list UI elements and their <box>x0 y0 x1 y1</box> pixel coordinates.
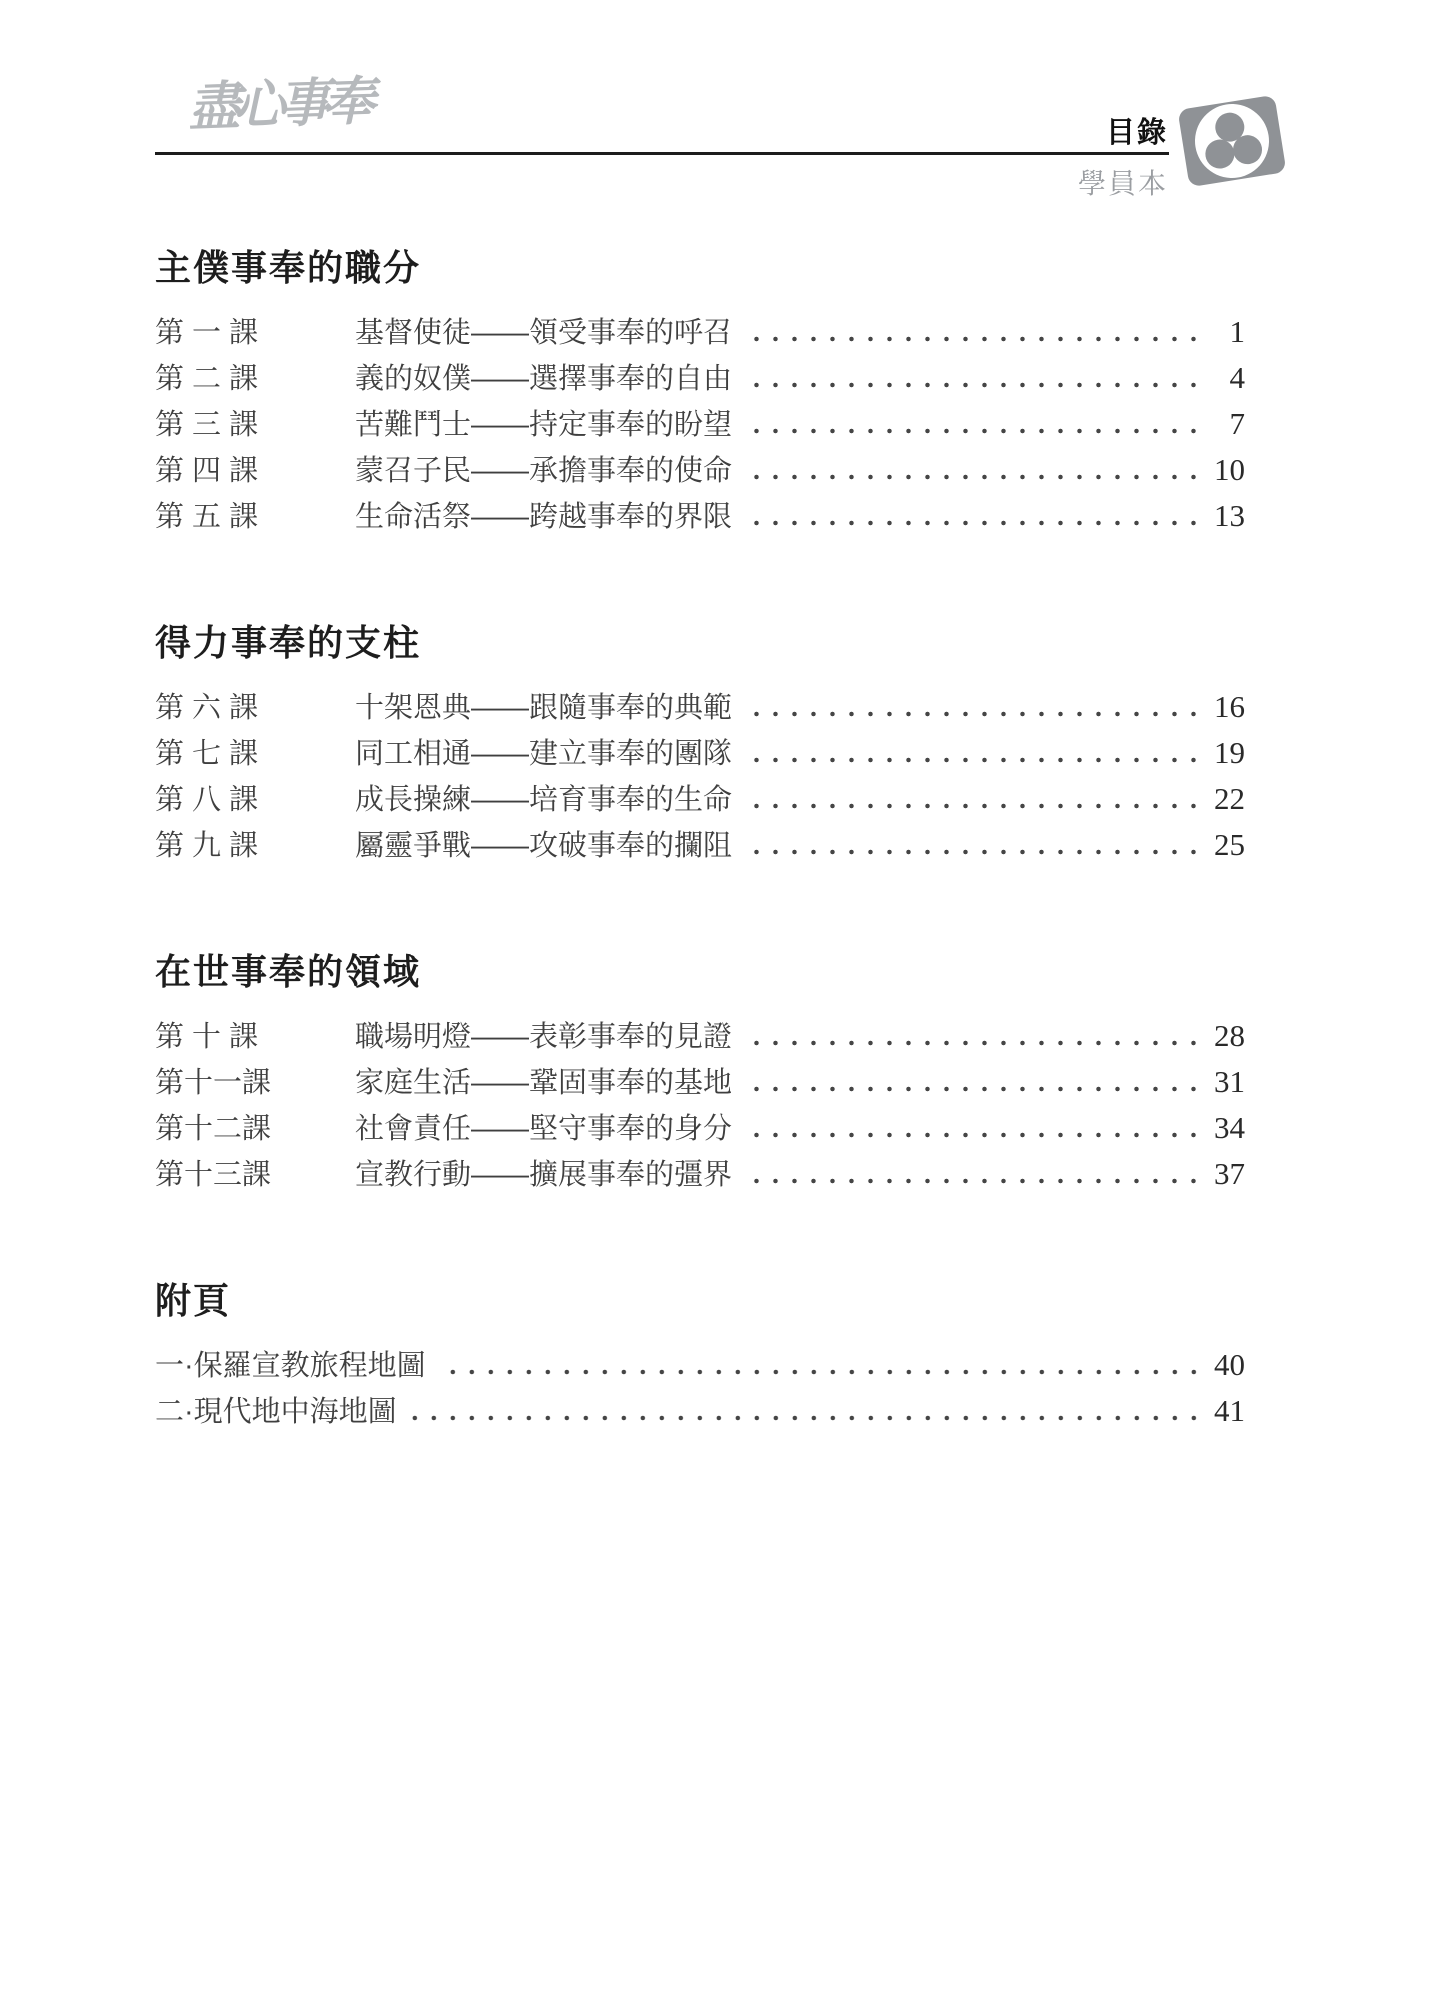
toc-entry[interactable] <box>155 1105 1245 1151</box>
dot-leader <box>746 848 1203 856</box>
dot-leader <box>746 519 1203 527</box>
dot-leader <box>746 381 1203 389</box>
toc-section <box>155 246 1245 539</box>
dot-leader <box>746 1085 1203 1093</box>
lesson-number: 第 一 課 <box>155 317 259 349</box>
page-number: 4 <box>1229 360 1245 395</box>
lesson-number: 第十二課 <box>155 1113 272 1145</box>
toc-entry[interactable] <box>155 1013 1245 1059</box>
lesson-title: 宣教行動——擴展事奉的彊界 <box>355 1159 733 1191</box>
toc-entry[interactable] <box>155 1151 1245 1197</box>
lesson-title: 十架恩典——跟隨事奉的典範 <box>355 692 733 724</box>
edition-label: 學員本 <box>1077 168 1168 199</box>
section-title: 得力事奉的支柱 <box>155 622 422 663</box>
table-of-contents <box>155 224 1245 1434</box>
lesson-number: 第 七 課 <box>155 738 259 770</box>
lesson-number: 第 三 課 <box>155 409 259 441</box>
lesson-title: 生命活祭——跨越事奉的界限 <box>355 501 733 533</box>
toc-entry[interactable] <box>155 1342 1245 1388</box>
toc-entry[interactable] <box>155 493 1245 539</box>
dot-leader <box>746 1177 1203 1185</box>
page-number: 25 <box>1214 827 1245 862</box>
page-number: 37 <box>1214 1156 1245 1191</box>
lesson-number: 第 九 課 <box>155 830 259 862</box>
toc-entry[interactable] <box>155 822 1245 868</box>
section-rows <box>155 684 1245 868</box>
toc-entry[interactable] <box>155 1388 1245 1434</box>
dot-leader <box>746 802 1203 810</box>
page-number: 28 <box>1214 1018 1245 1053</box>
section-rows <box>155 1342 1245 1434</box>
toc-entry[interactable] <box>155 355 1245 401</box>
lesson-title: 職場明燈——表彰事奉的見證 <box>355 1021 733 1053</box>
header-rule <box>155 152 1169 155</box>
toc-section <box>155 1279 1245 1434</box>
toc-section <box>155 950 1245 1197</box>
lesson-title: 義的奴僕——選擇事奉的自由 <box>355 363 733 395</box>
page-number: 10 <box>1214 452 1245 487</box>
lesson-title: 蒙召子民——承擔事奉的使命 <box>355 455 733 487</box>
toc-entry[interactable] <box>155 309 1245 355</box>
lesson-title: 基督使徒——領受事奉的呼召 <box>355 317 733 349</box>
page-number: 1 <box>1229 314 1245 349</box>
brand-logo: 盡心事奉 <box>187 72 370 138</box>
section-title: 附頁 <box>155 1280 232 1321</box>
section-title: 主僕事奉的職分 <box>155 247 422 288</box>
page-number: 34 <box>1214 1110 1245 1145</box>
section-title: 在世事奉的領域 <box>155 951 422 992</box>
lesson-title: 屬靈爭戰——攻破事奉的攔阻 <box>355 830 733 862</box>
dot-leader <box>746 1039 1203 1047</box>
dot-leader <box>746 1131 1203 1139</box>
page-number: 7 <box>1229 406 1245 441</box>
toc-entry[interactable] <box>155 401 1245 447</box>
page-number: 31 <box>1214 1064 1245 1099</box>
lesson-number: 第十一課 <box>155 1067 272 1099</box>
toc-entry[interactable] <box>155 684 1245 730</box>
lesson-title: 一·保羅宣教旅程地圖 <box>155 1350 426 1382</box>
toc-entry[interactable] <box>155 776 1245 822</box>
dot-leader <box>746 710 1203 718</box>
page-number: 41 <box>1214 1393 1245 1428</box>
lesson-title: 成長操練——培育事奉的生命 <box>355 784 733 816</box>
lesson-title: 苦難鬥士——持定事奉的盼望 <box>355 409 733 441</box>
dot-leader <box>746 427 1203 435</box>
toc-entry[interactable] <box>155 730 1245 776</box>
lesson-number: 第十三課 <box>155 1159 272 1191</box>
toc-entry[interactable] <box>155 447 1245 493</box>
page-number: 19 <box>1214 735 1245 770</box>
dot-leader <box>746 473 1203 481</box>
trefoil-badge-icon <box>1176 90 1288 192</box>
page-number: 13 <box>1214 498 1245 533</box>
toc-section <box>155 621 1245 868</box>
lesson-title: 同工相通——建立事奉的團隊 <box>355 738 733 770</box>
dot-leader <box>746 335 1203 343</box>
dot-leader <box>746 756 1203 764</box>
lesson-number: 第 四 課 <box>155 455 259 487</box>
lesson-title: 社會責任——堅守事奉的身分 <box>355 1113 733 1145</box>
lesson-number: 第 六 課 <box>155 692 259 724</box>
lesson-number: 第 二 課 <box>155 363 259 395</box>
page-number: 16 <box>1214 689 1245 724</box>
dot-leader <box>440 1368 1203 1376</box>
lesson-number: 第 八 課 <box>155 784 259 816</box>
lesson-number: 第 十 課 <box>155 1021 259 1053</box>
lesson-number: 第 五 課 <box>155 501 259 533</box>
lesson-title: 二·現代地中海地圖 <box>155 1396 397 1428</box>
dot-leader <box>411 1414 1203 1422</box>
page-header <box>0 0 1445 225</box>
lesson-title: 家庭生活——鞏固事奉的基地 <box>355 1067 733 1099</box>
toc-entry[interactable] <box>155 1059 1245 1105</box>
section-rows <box>155 309 1245 539</box>
page-title: 目錄 <box>1105 117 1168 149</box>
page-number: 22 <box>1214 781 1245 816</box>
section-rows <box>155 1013 1245 1197</box>
page-number: 40 <box>1214 1347 1245 1382</box>
